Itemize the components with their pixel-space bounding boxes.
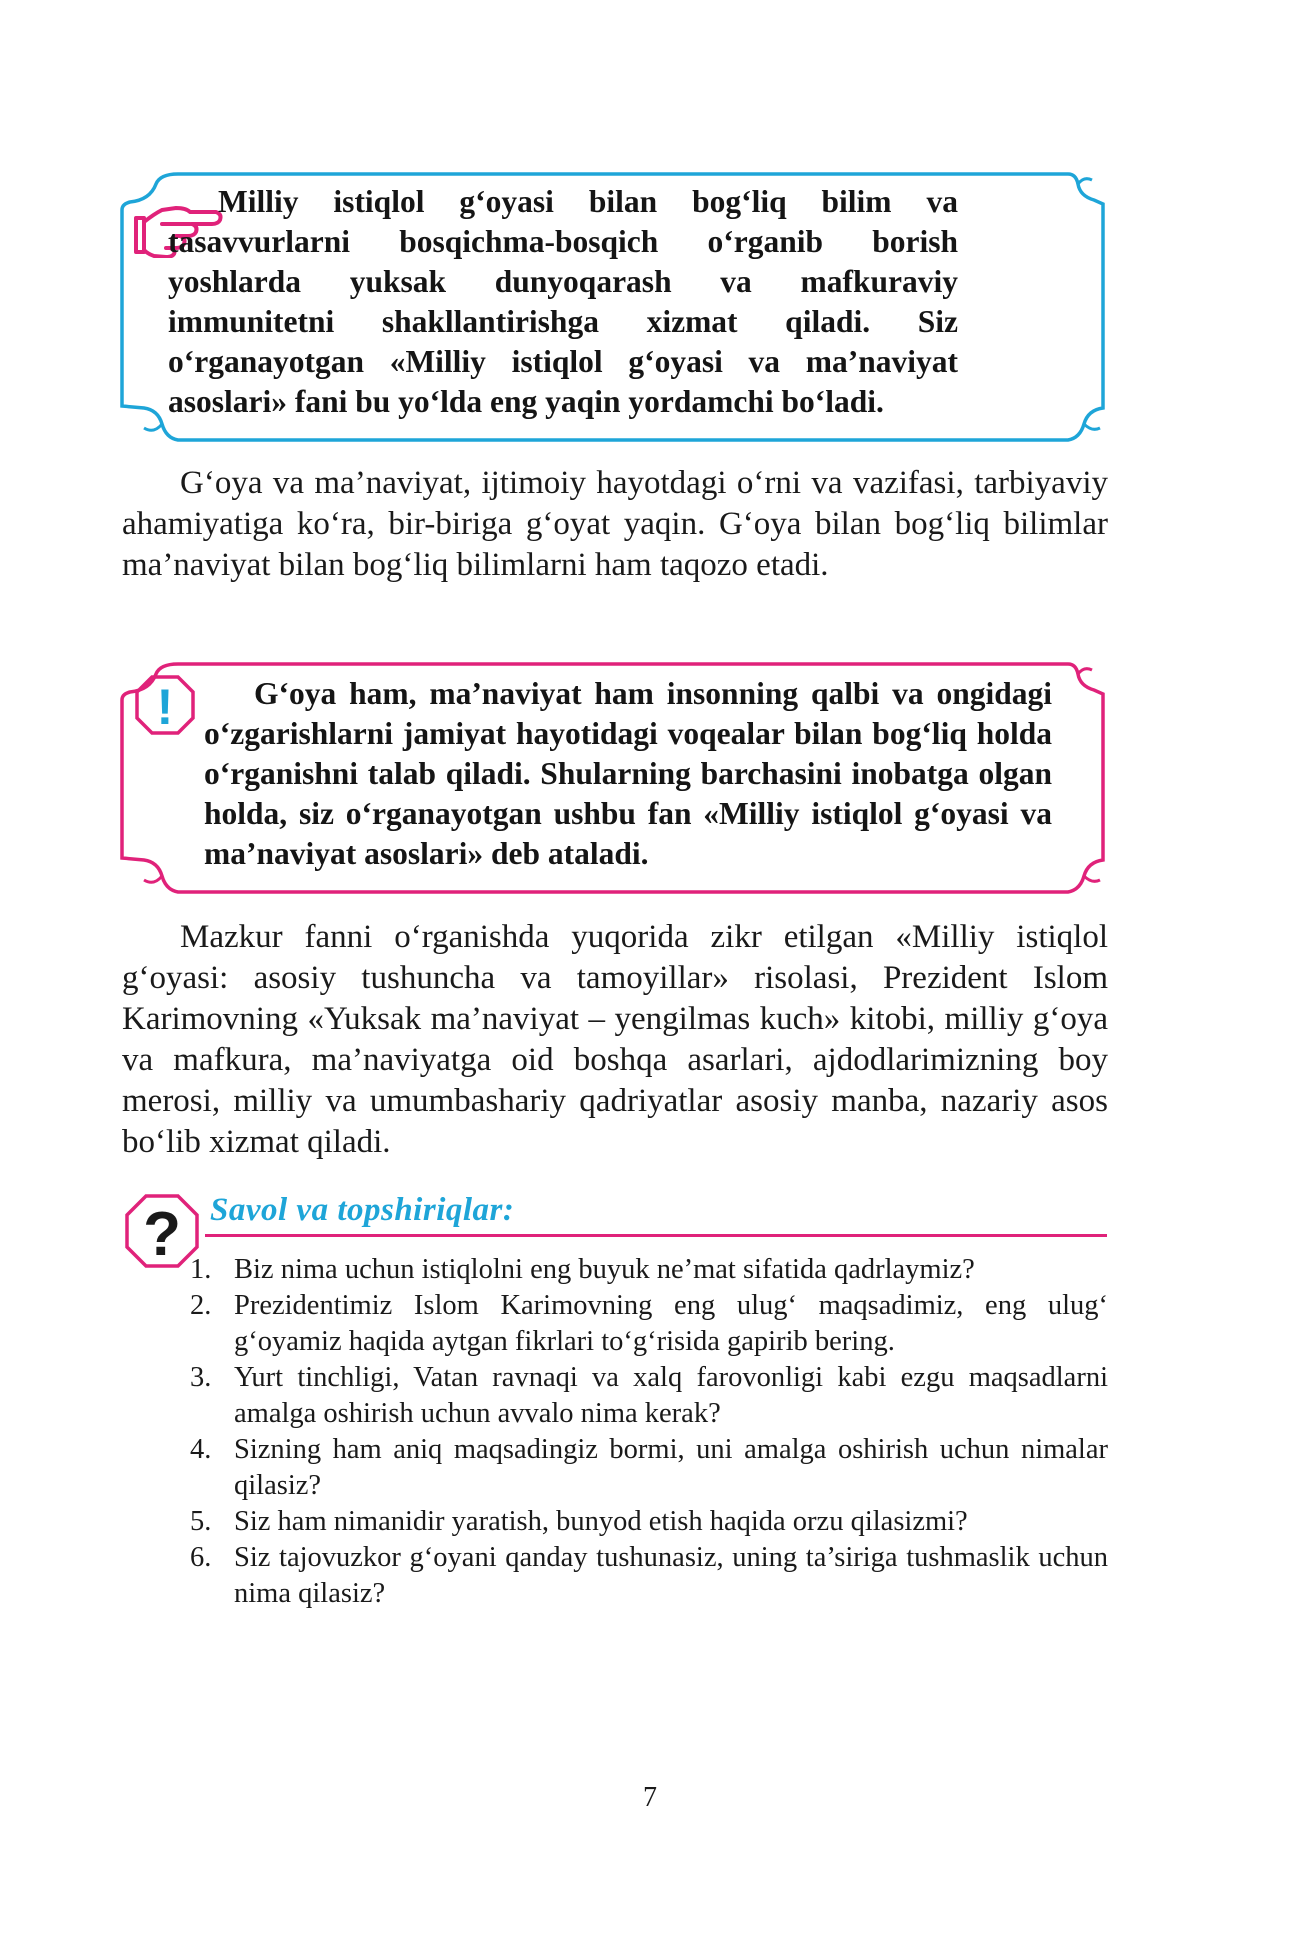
list-item-number: 3. <box>190 1362 212 1393</box>
questions-divider <box>205 1234 1107 1237</box>
questions-list <box>190 1252 1108 1612</box>
list-item-number: 1. <box>190 1254 212 1285</box>
list-item-text: Biz nima uchun istiqlolni eng buyuk ne’mat sifatida qadrlaymiz? <box>234 1254 975 1285</box>
info-callout-box <box>118 170 1108 445</box>
info-callout-text <box>168 182 958 422</box>
list-item <box>190 1432 1108 1504</box>
list-item-text: Prezidentimiz Islom Karimovning eng ulug‘ maqsadimiz, eng ulug‘ g‘oyamiz haqida aytgan fikrlari to‘g‘risida gapirib bering. <box>234 1290 1108 1357</box>
body-paragraph: Mazkur fanni o‘rganishda yuqorida zikr etilgan «Milliy istiqlol g‘oyasi: asosiy tushuncha va tamoyillar» risolasi, Prezident Islom Karimovning «Yuksak ma’naviyat – yengilmas kuch» kitobi, milliy g‘oya va mafkura, ma’naviyatga oid boshqa asarlari, ajdodlarimizning boy merosi, milliy va umumbashariy qadriyatlar asosiy manba, nazariy asos bo‘lib xizmat qiladi. <box>122 919 1108 1160</box>
info-callout-paragraph: Milliy istiqlol g‘oyasi bilan bog‘liq bilim va tasavvurlarni bosqichma-bosqich o‘rganib borish yoshlarda yuksak dunyoqarash va mafkuraviy immunitetni shakllantirishga xizmat qiladi. Siz o‘rganayotgan «Milliy istiqlol g‘oyasi va ma’naviyat asoslari» fani bu yo‘lda eng yaqin yordamchi bo‘ladi. <box>168 184 958 419</box>
list-item-number: 2. <box>190 1290 212 1321</box>
questions-title: Savol va topshiriqlar: <box>210 1192 515 1228</box>
important-callout-paragraph: G‘oya ham, ma’naviyat ham insonning qalbi va ongidagi o‘zgarishlarni jamiyat hayotidagi voqealar bilan bog‘liq holda o‘rganishni talab qiladi. Shularning barchasini inobatga olgan holda, siz o‘rganayotgan ushbu fan «Milliy istiqlol g‘oyasi va ma’naviyat asoslari» deb ataladi. <box>204 676 1052 871</box>
exclamation-icon <box>134 674 196 736</box>
question-glyph: ? <box>143 1200 181 1269</box>
body-paragraph: G‘oya va ma’naviyat, ijtimoiy hayotdagi o‘rni va vazifasi, tarbiyaviy ahamiyatiga ko‘ra, bir-biriga g‘oyat yaqin. G‘oya bilan bog‘liq bilimlar ma’naviyat bilan bog‘liq bilimlarni ham taqozo etadi. <box>122 465 1108 583</box>
list-item-text: Siz tajovuzkor g‘oyani qanday tushunasiz, uning ta’siriga tushmaslik uchun nima qilasiz? <box>234 1542 1108 1609</box>
list-item <box>190 1360 1108 1432</box>
page-number: 7 <box>643 1782 657 1813</box>
list-item-number: 5. <box>190 1506 212 1537</box>
important-callout-text <box>204 674 1052 874</box>
list-item-number: 4. <box>190 1434 212 1465</box>
important-callout-box <box>118 660 1108 898</box>
list-item <box>190 1540 1108 1612</box>
list-item-text: Siz ham nimanidir yaratish, bunyod etish haqida orzu qilasizmi? <box>234 1506 968 1537</box>
exclamation-glyph: ! <box>156 679 174 735</box>
list-item-text: Yurt tinchligi, Vatan ravnaqi va xalq farovonligi kabi ezgu maqsadlarni amalga oshirish uchun avvalo nima kerak? <box>234 1362 1108 1429</box>
list-item <box>190 1252 1108 1288</box>
list-item-number: 6. <box>190 1542 212 1573</box>
list-item-text: Sizning ham aniq maqsadingiz bormi, uni amalga oshirish uchun nimalar qilasiz? <box>234 1434 1108 1501</box>
list-item <box>190 1288 1108 1360</box>
list-item <box>190 1504 1108 1540</box>
